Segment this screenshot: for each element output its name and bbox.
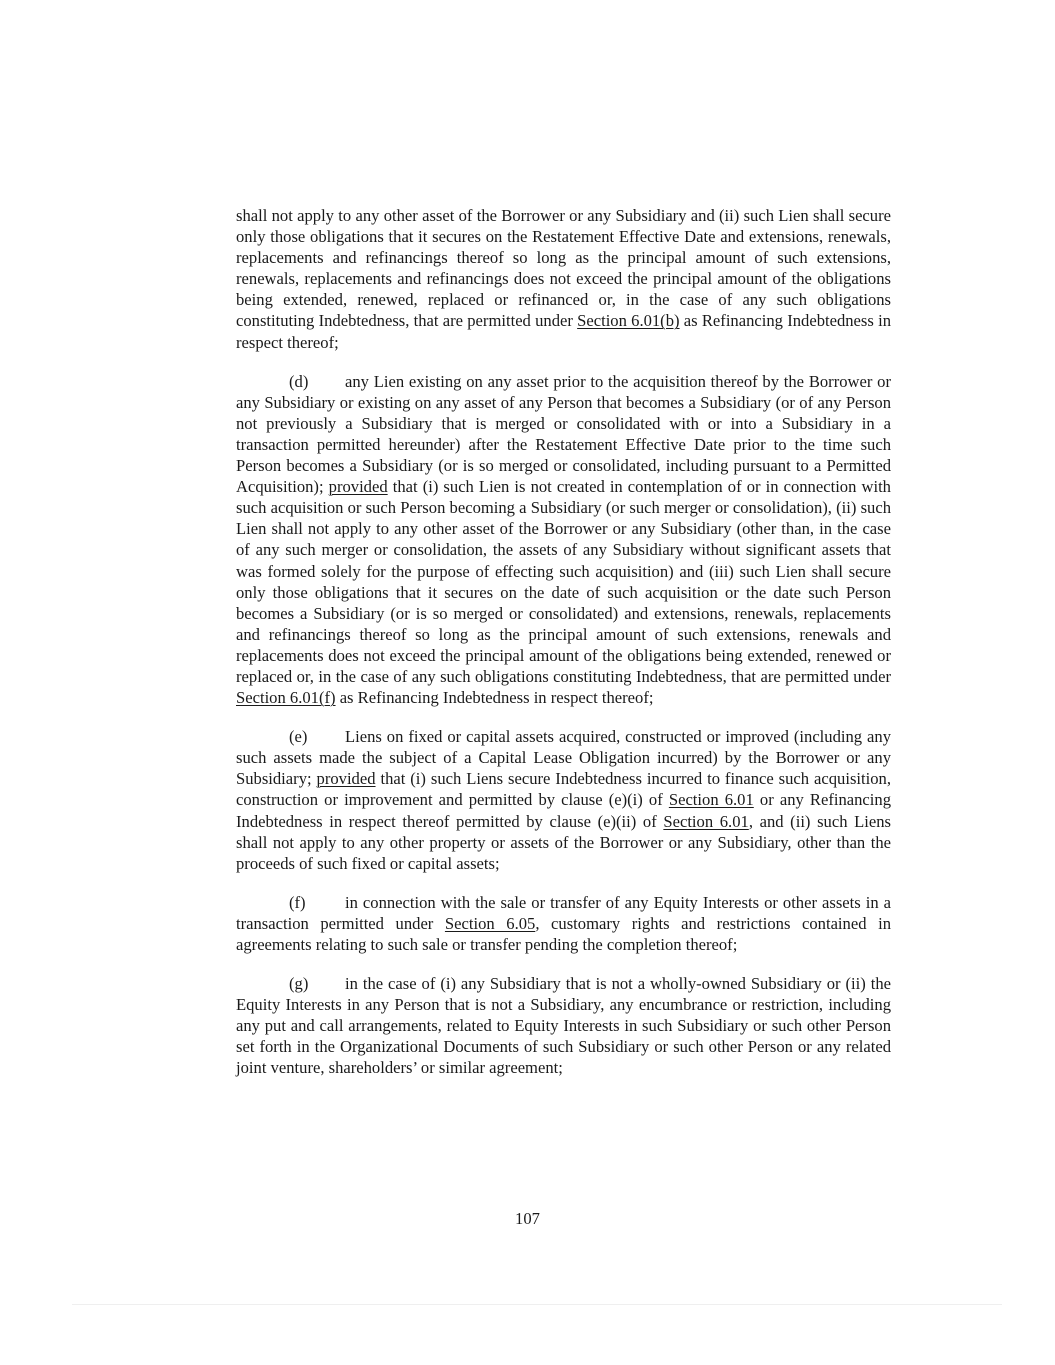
- clause-e: [236, 726, 891, 874]
- clause-d: [236, 371, 891, 709]
- provided-term: provided: [328, 477, 388, 497]
- page-number: 107: [515, 1209, 540, 1228]
- paragraph-text: any Lien existing on any asset prior to the acquisition thereof by the Borrower or any Subsidiary or existing on any asset of any Person that becomes a Subsidiary (or of any Person not previously a Subsidiary that is merged or consolidated with or into a Subsidiary in a transaction permitted hereunder) after the Restatement Effective Date prior to the time such Person becomes a Subsidiary (or is so merged or consolidated, including pursuant to a Permitted Acquisition);: [236, 371, 891, 497]
- section-reference-6-01-b: Section 6.01(b): [577, 311, 680, 331]
- provided-term: provided: [316, 769, 376, 789]
- paragraph-text: that (i) such Lien is not created in contemplation of or in connection with such acquisition or such Person becoming a Subsidiary (or such merger or consolidation), (ii) such Lien shall not apply to any other asset of the Borrower or any Subsidiary (other than, in the case of any such merger or consolidation, the assets of any Subsidiary without significant assets that was formed solely for the purpose of effecting such acquisition) and (iii) such Lien shall secure only those obligations that it secures on the date of such acquisition or the date such Person becomes a Subsidiary (or is so merged or consolidated) and extensions, renewals, replacements and refinancings thereof so long as the principal amount of such extensions, renewals and replacements does not exceed the principal amount of the obligations being extended, renewed or replaced or, in the case of any such obligations constituting Indebtedness, that are permitted under: [236, 477, 891, 686]
- paragraph-continuation: [236, 205, 891, 353]
- clause-label: (e): [289, 727, 308, 747]
- paragraph-text: , customary rights and restrictions contained in agreements relating to such sale or transfer pending the completion thereof;: [236, 913, 891, 954]
- clause-label: (g): [289, 974, 309, 994]
- paragraph-text: as Refinancing Indebtedness in respect thereof;: [335, 688, 654, 708]
- paragraph-text: Liens on fixed or capital assets acquired, constructed or improved (including any such assets made the subject of a Capital Lease Obligation incurred) by the Borrower or any Subsidiary;: [236, 727, 891, 789]
- paragraph-text: that (i) such Liens secure Indebtedness incurred to finance such acquisition, construction or improvement and permitted by clause (e)(i) of: [236, 769, 891, 810]
- clause-f: [236, 892, 891, 955]
- page-divider: [72, 1304, 1002, 1305]
- section-reference-6-01: Section 6.01: [663, 811, 749, 831]
- section-reference-6-01-f: Section 6.01(f): [236, 688, 336, 708]
- paragraph-text: , and (ii) such Liens shall not apply to any other property or assets of the Borrower or any Subsidiary, other than the proceeds of such fixed or capital assets;: [236, 811, 892, 873]
- clause-label: (f): [289, 892, 306, 912]
- paragraph-text: as Refinancing Indebtedness in respect thereof;: [236, 311, 891, 352]
- paragraph-text: in connection with the sale or transfer of any Equity Interests or other assets in a transaction permitted under: [236, 892, 891, 933]
- section-reference-6-01: Section 6.01: [668, 790, 754, 810]
- document-body: [236, 205, 891, 1097]
- clause-label: (d): [289, 371, 309, 391]
- section-reference-6-05: Section 6.05: [444, 913, 536, 933]
- paragraph-text: or any Refinancing Indebtedness in respect thereof permitted by clause (e)(ii) of: [236, 790, 891, 831]
- paragraph-text: in the case of (i) any Subsidiary that is not a wholly-owned Subsidiary or (ii) the Equity Interests in any Person that is not a Subsidiary, any encumbrance or restriction, including any put and call arrangements, related to Equity Interests in such Subsidiary or such other Person set forth in the Organizational Documents of such Subsidiary or such other Person or any related joint venture, shareholders’ or similar agreement;: [236, 974, 891, 1078]
- paragraph-text: shall not apply to any other asset of the Borrower or any Subsidiary and (ii) such Lien shall secure only those obligations that it secures on the Restatement Effective Date and extensions, renewals, replacements and refinancings thereof so long as the principal amount of such extensions, renewals, replacements and refinancings does not exceed the principal amount of the obligations being extended, renewed, replaced or refinanced or, in the case of any such obligations constituting Indebtedness, that are permitted under: [236, 206, 891, 331]
- clause-g: [236, 973, 891, 1078]
